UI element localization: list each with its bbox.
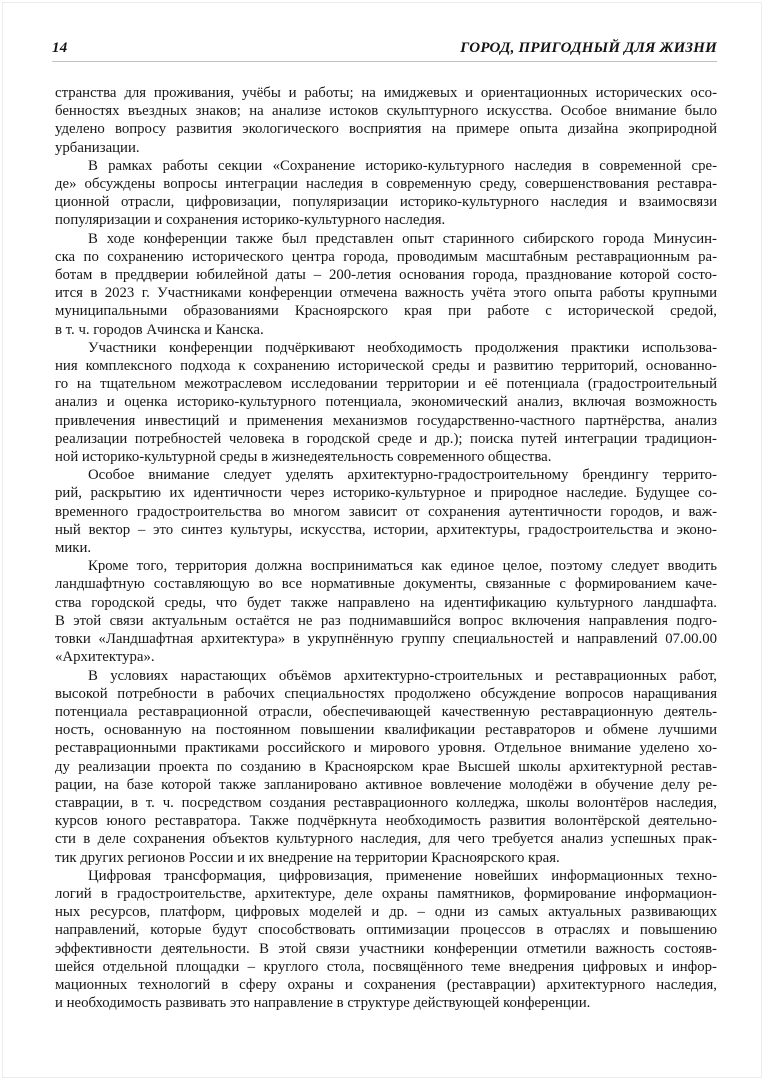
- text-line: ной историко-культурной среды в жизнедеятельность современного общества.: [55, 449, 552, 466]
- text-line: анализ и оценка историко-культурного потенциала, экономический анализ, включая возможность: [55, 394, 717, 411]
- running-header: [52, 40, 717, 57]
- text-line: реставрационными практиками российского и мирового уровня. Отдельное внимание уделено хо-: [55, 740, 717, 757]
- text-line: ния комплексного подхода к сохранению исторической среды и развитию территорий, основанно-: [55, 358, 717, 375]
- text-line: логий в градостроительстве, архитектуре, деле охраны памятников, формирование информацион-: [55, 885, 717, 902]
- text-line: де» обсуждены вопросы интеграции наследия в современную среду, совершенствования реставра-: [55, 176, 717, 193]
- running-title: ГОРОД, ПРИГОДНЫЙ ДЛЯ ЖИЗНИ: [460, 40, 717, 56]
- text-line: тик других регионов России и их внедрение на территории Красноярского края.: [55, 849, 560, 866]
- text-line: рации, на базе которой также запланировано активное вовлечение молодёжи в обучение делу ре-: [55, 776, 717, 793]
- text-line: ду реализации проекта по созданию в Красноярском крае Высшей школы архитектурной рестав-: [55, 758, 717, 775]
- text-line: Особое внимание следует уделять архитектурно-градостроительному брендингу террито-: [88, 467, 717, 484]
- text-column: [55, 84, 717, 1012]
- text-line: ставрации, в т. ч. посредством создания реставрационного колледжа, школы волонтёров наследия,: [55, 794, 717, 811]
- text-line: курсов юного реставратора. Также подчёркнута необходимость развития волонтёрской деятельно-: [55, 813, 717, 830]
- text-line: направлений, которые будут способствовать оптимизации процессов в отраслях и повышению: [55, 922, 717, 939]
- text-line: В этой связи актуальным остаётся не раз поднимавшийся вопрос включения направления подго-: [55, 612, 717, 629]
- text-line: ботам в преддверии юбилейной даты – 200-летия основания города, празднование которой состо-: [55, 267, 717, 284]
- text-line: ность, основанную на постоянном повышении квалификации реставраторов и обмене лучшими: [55, 722, 717, 739]
- paragraph: [55, 557, 717, 666]
- text-line: го на тщательном межотраслевом исследовании территории и её потенциала (градостроительный: [55, 376, 717, 393]
- text-line: реализации потребностей человека в городской среде и др.); поиска путей интеграции традицион-: [55, 430, 717, 447]
- text-line: бенностях въездных знаков; на анализе истоков скульптурного искусства. Особое внимание было: [55, 103, 717, 120]
- text-line: и необходимость развивать это направление в структуре действующей конференции.: [55, 995, 591, 1012]
- text-line: ный вектор – это синтез культуры, искусства, истории, архитектуры, градостроительства и эконо-: [55, 521, 717, 538]
- text-line: ства городской среды, что будет также направлено на идентификацию культурного ландшафта.: [55, 594, 717, 611]
- text-line: временного градостроительства во многом зависит от сохранения аутентичности городов, и важ-: [55, 503, 717, 520]
- text-line: высокой потребности в рабочих специальностях продолжено обсуждение вопросов наращивания: [55, 685, 717, 702]
- text-line: мационных технологий в сферу охраны и сохранения (реставрации) архитектурного наследия,: [55, 976, 717, 993]
- paragraph: [55, 667, 717, 867]
- text-line: Цифровая трансформация, цифровизация, применение новейших информационных техно-: [88, 867, 717, 884]
- text-line: ится в 2023 г. Участниками конференции отмечена важность учёта этого опыта работы крупными: [55, 285, 717, 302]
- text-line: эффективности деятельности. В этой связи участники конференции отметили важность состояв-: [55, 940, 717, 957]
- text-line: ционной отрасли, цифровизации, популяризации историко-культурного наследия и взаимосвязи: [55, 194, 717, 211]
- text-line: урбанизации.: [55, 139, 140, 156]
- text-line: ска по сохранению исторического центра города, проводимым масштабным реставрационным ра-: [55, 248, 717, 265]
- text-line: В рамках работы секции «Сохранение историко-культурного наследия в современной сре-: [88, 157, 717, 174]
- paragraph: [55, 339, 717, 466]
- text-line: Участники конференции подчёркивают необходимость продолжения практики использова-: [88, 339, 717, 356]
- text-line: Кроме того, территория должна восприниматься как единое целое, поэтому следует вводить: [88, 558, 717, 575]
- text-line: мики.: [55, 540, 92, 557]
- text-line: сти в деле сохранения объектов культурного наследия, для чего требуется анализ успешных прак-: [55, 831, 717, 848]
- text-line: ландшафтную составляющую во все нормативные документы, связанные с формированием каче-: [55, 576, 717, 593]
- paragraph: [55, 466, 717, 557]
- paragraph: [55, 867, 717, 1013]
- header-rule: [52, 61, 717, 62]
- text-line: странства для проживания, учёбы и работы; на имиджевых и ориентационных исторических осо-: [55, 85, 717, 101]
- text-line: привлечения инвестиций и применения механизмов государственно-частного партнёрства, анализ: [55, 412, 717, 429]
- text-line: «Архитектура».: [55, 649, 155, 666]
- text-line: рий, раскрытию их идентичности через историко-культурное и природное наследие. Будущее со-: [55, 485, 717, 502]
- text-line: потенциала реставрационной отрасли, обеспечивающей качественную реставрационную деятель-: [55, 703, 717, 720]
- text-line: муниципальными образованиями Красноярского края при работе с исторической средой,: [55, 303, 717, 320]
- text-line: шейся отдельной площадки – круглого стола, посвящённого теме внедрения цифровых и инфор-: [55, 958, 717, 975]
- text-line: В условиях нарастающих объёмов архитектурно-строительных и реставрационных работ,: [88, 667, 717, 684]
- text-line: ных ресурсов, платформ, цифровых моделей и др. – одни из самых актуальных развивающих: [55, 904, 717, 921]
- page-number: 14: [52, 40, 68, 56]
- paragraph: [55, 157, 717, 230]
- text-line: популяризации и сохранения историко-культурного наследия.: [55, 212, 446, 229]
- text-line: товки «Ландшафтная архитектура» в укрупнённую группу специальностей и направлений 07.00.00: [55, 631, 717, 648]
- paragraph: [55, 84, 717, 157]
- text-line: уделено вопросу развития экологического восприятия на примере опыта дизайна экоприродной: [55, 121, 717, 138]
- text-line: в т. ч. городов Ачинска и Канска.: [55, 321, 264, 338]
- paragraph: [55, 230, 717, 339]
- text-line: В ходе конференции также был представлен опыт старинного сибирского города Минусин-: [88, 230, 717, 247]
